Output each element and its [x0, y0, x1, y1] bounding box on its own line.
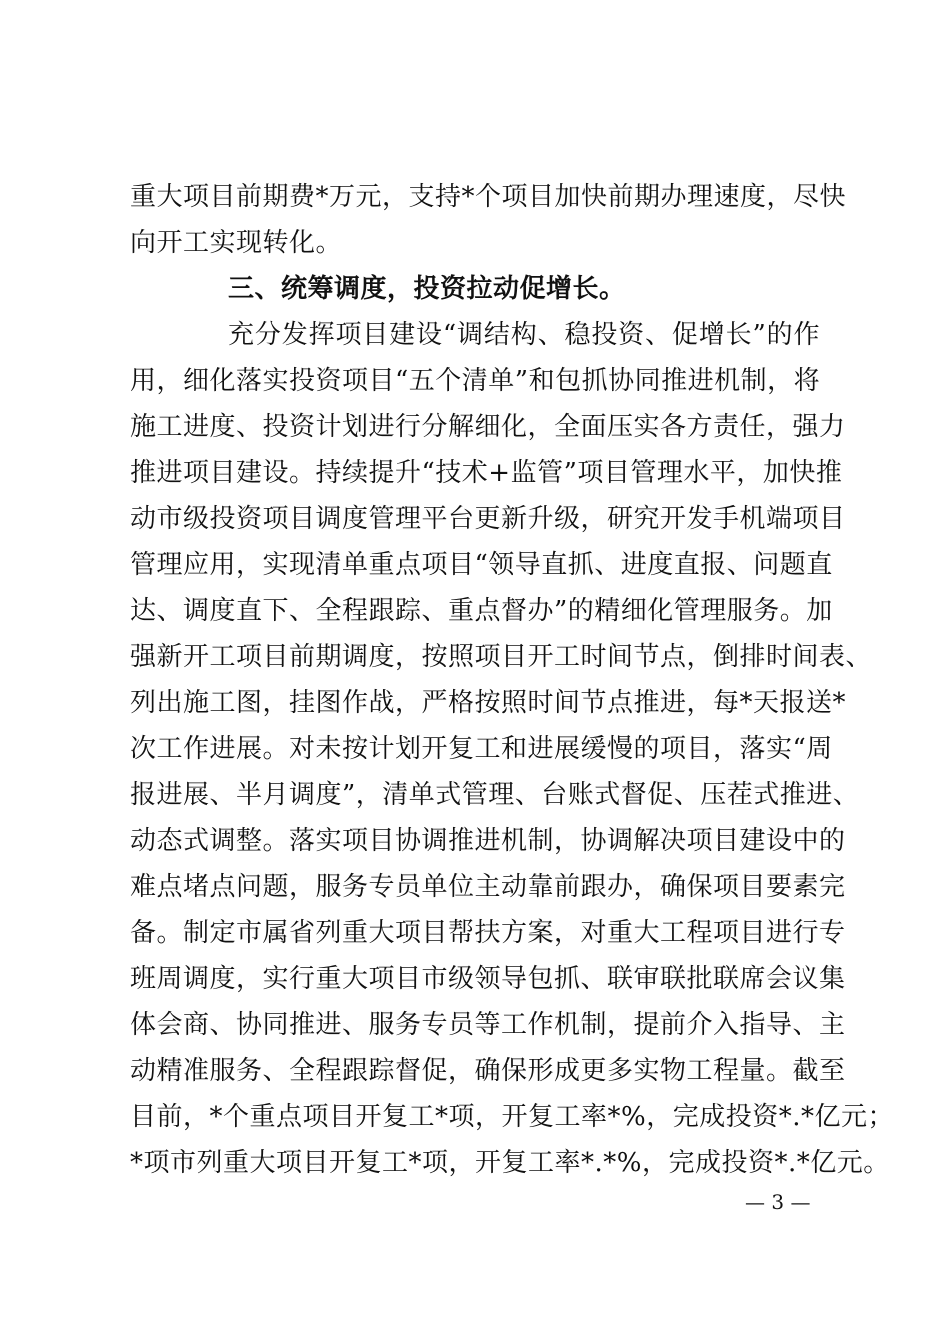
body-line: 向开工实现转化。: [130, 228, 343, 258]
paragraph-first-line: 充分发挥项目建设“调结构、稳投资、促增长”的作: [228, 320, 820, 350]
body-line: 难点堵点问题，服务专员单位主动靠前跟办，确保项目要素完: [130, 872, 846, 902]
body-line: 动市级投资项目调度管理平台更新升级，研究开发手机端项目: [130, 504, 846, 534]
body-line: 重大项目前期费*万元，支持*个项目加快前期办理速度，尽快: [130, 182, 847, 212]
body-line: 用，细化落实投资项目“五个清单”和包抓协同推进机制，将: [130, 366, 821, 396]
body-line: 管理应用，实现清单重点项目“领导直抓、进度直报、问题直: [130, 550, 833, 580]
body-line: 动精准服务、全程跟踪督促，确保形成更多实物工程量。截至: [130, 1056, 846, 1086]
body-line: 动态式调整。落实项目协调推进机制，协调解决项目建设中的: [130, 826, 846, 856]
section-heading: 三、统筹调度，投资拉动促增长。: [228, 274, 626, 304]
body-line: 列出施工图，挂图作战，严格按照时间节点推进，每*天报送*: [130, 688, 847, 718]
body-line: 强新开工项目前期调度，按照项目开工时间节点，倒排时间表、: [130, 642, 873, 672]
body-line: 班周调度，实行重大项目市级领导包抓、联审联批联席会议集: [130, 964, 846, 994]
body-line: 达、调度直下、全程跟踪、重点督办”的精细化管理服务。加: [130, 596, 833, 626]
body-line: 备。制定市属省列重大项目帮扶方案，对重大工程项目进行专: [130, 918, 846, 948]
body-line: 目前，*个重点项目开复工*项，开复工率*%，完成投资*.*亿元；: [130, 1102, 894, 1132]
page-number: — 3 —: [745, 1190, 811, 1214]
body-line: *项市列重大项目开复工*项，开复工率*.*%，完成投资*.*亿元。: [130, 1148, 890, 1178]
document-body: [130, 174, 894, 1186]
body-line: 推进项目建设。持续提升“技术+监管”项目管理水平，加快推: [130, 458, 843, 488]
body-line: 施工进度、投资计划进行分解细化，全面压实各方责任，强力: [130, 412, 846, 442]
body-line: 体会商、协同推进、服务专员等工作机制，提前介入指导、主: [130, 1010, 846, 1040]
body-line: 报进展、半月调度”，清单式管理、台账式督促、压茬式推进、: [130, 780, 860, 810]
body-line: 次工作进展。对未按计划开复工和进展缓慢的项目，落实“周: [130, 734, 833, 764]
